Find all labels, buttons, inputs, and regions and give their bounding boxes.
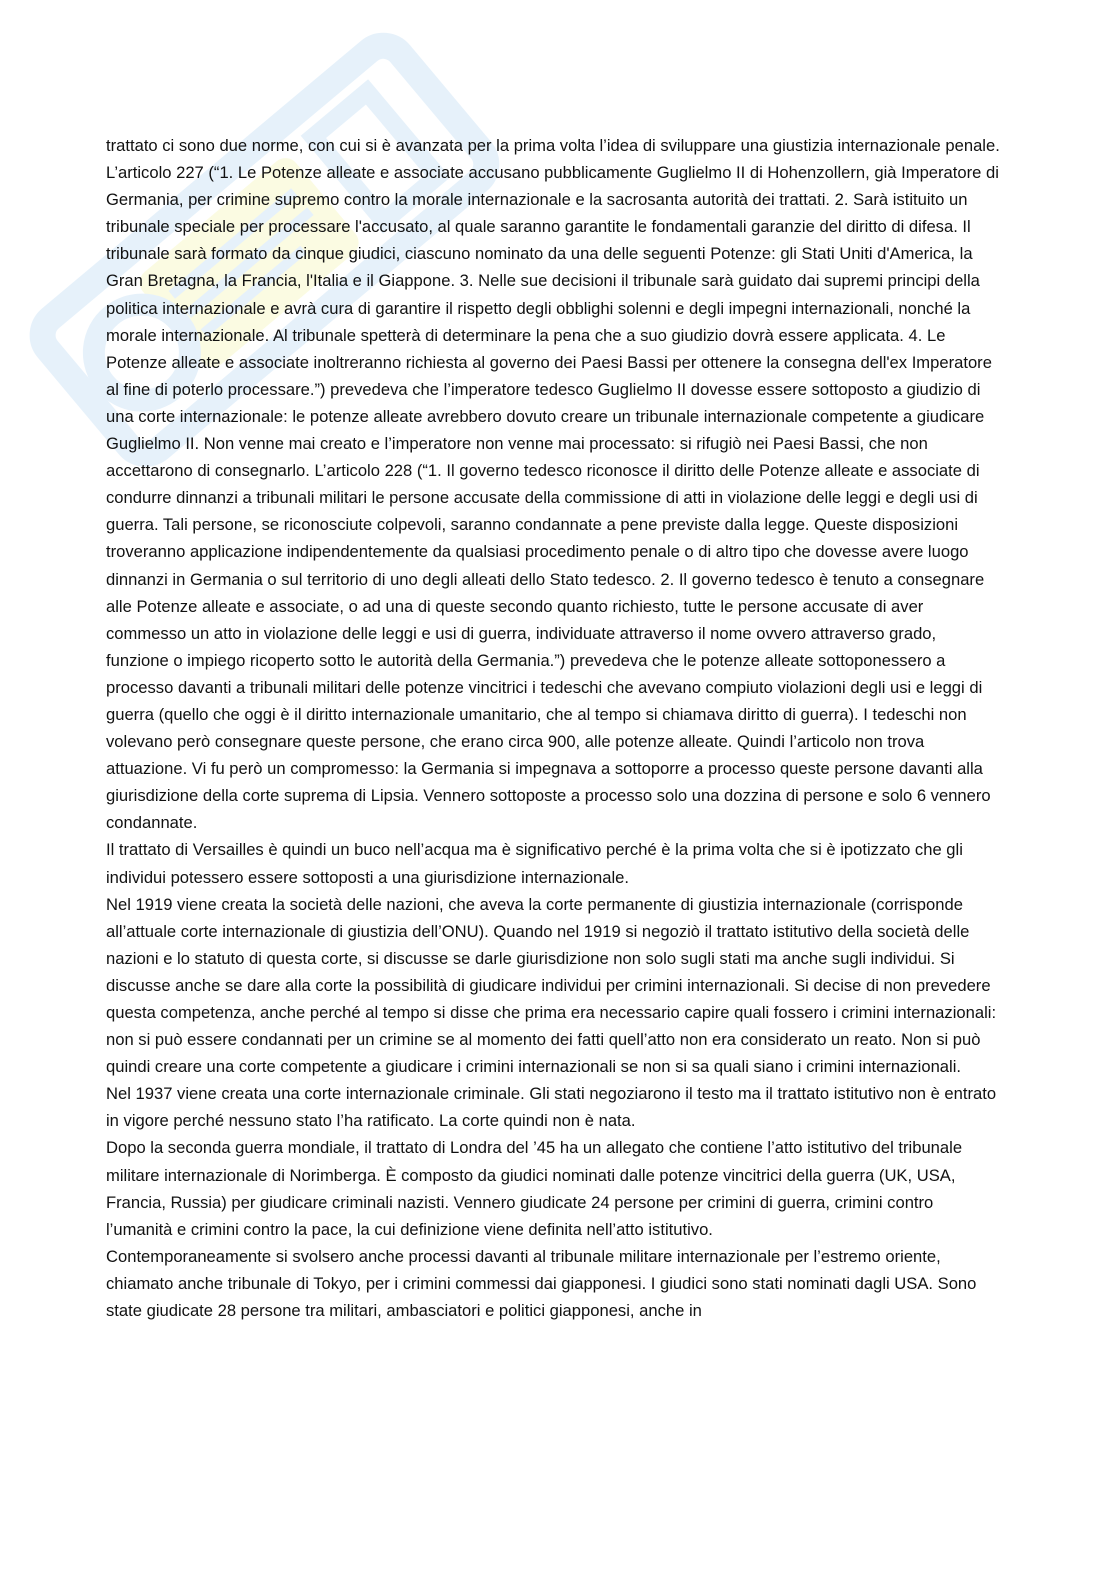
paragraph: Il trattato di Versailles è quindi un buco nell’acqua ma è significativo perché è la prima volta che si è ipotizzato che gli individui potessero essere sottoposti a una giurisdizione internazionale. [106,840,963,887]
paragraph: Nel 1937 viene creata una corte internazionale criminale. Gli stati negoziarono il testo ma il trattato istitutivo non è entrato in vigore perché nessuno stato l’ha ratificato. La corte quindi non è nata. [106,1084,997,1131]
paragraph: Dopo la seconda guerra mondiale, il trattato di Londra del ’45 ha un allegato che contiene l’atto istitutivo del tribunale militare internazionale di Norimberga. È composto da giudici nominati dalle potenze vincitrici della guerra (UK, USA, Francia, Russia) per giudicare criminali nazisti. Vennero giudicate 24 persone per crimini di guerra, crimini contro l’umanità e crimini contro la pace, la cui definizione viene definita nell’atto istitutivo. [106,1138,963,1239]
paragraph: Nel 1919 viene creata la società delle nazioni, che aveva la corte permanente di giustizia internazionale (corrisponde all’attuale corte internazionale di giustizia dell’ONU). Quando nel 1919 si negoziò il trattato istitutivo della società delle nazioni e lo statuto di questa corte, si discusse se darle giurisdizione non solo sugli stati ma anche sugli individui. Si discusse anche se dare alla corte la possibilità di giudicare individui per crimini internazionali. Si decise di non prevedere questa competenza, anche perché al tempo si disse che prima era necessario capire quali fossero i crimini internazionali: non si può essere condannati per un crimine se al momento dei fatti quell’atto non era considerato un reato. Non si può quindi creare una corte competente a giudicare i crimini internazionali se non si sa quali siano i crimini internazionali. [106,894,997,1077]
paragraph: trattato ci sono due norme, con cui si è avanzata per la prima volta l’idea di sviluppare una giustizia internazionale penale. L’articolo 227 (“1. Le Potenze alleate e associate accusano pubblicamente Guglielmo II di Hohenzollern, già Imperatore di Germania, per crimine supremo contro la morale internazionale e la sacrosanta autorità dei trattati. 2. Sarà istituito un tribunale speciale per processare l'accusato, al quale saranno garantite le fondamentali garanzie del diritto di difesa. Il tribunale sarà formato da cinque giudici, ciascuno nominato da una delle seguenti Potenze: gli Stati Uniti d'America, la Gran Bretagna, la Francia, l'Italia e il Giappone. 3. Nelle sue decisioni il tribunale sarà guidato dai supremi principi della politica internazionale e avrà cura di garantire il rispetto degli obblighi solenni e degli impegni internazionali, nonché la morale internazionale. Al tribunale spetterà di determinare la pena che a suo giudizio dovrà essere applicata. 4. Le Potenze alleate e associate inoltreranno richiesta al governo dei Paesi Bassi per ottenere la consegna dell'ex Imperatore al fine di poterlo processare.”) prevedeva che l’imperatore tedesco Guglielmo II dovesse essere sottoposto a giudizio di una corte internazionale: le potenze alleate avrebbero dovuto creare un tribunale internazionale competente a giudicare Guglielmo II. Non venne mai creato e l’imperatore non venne mai processato: si rifugiò nei Paesi Bassi, che non accettarono di consegnarlo. L’articolo 228 (“1. Il governo tedesco riconosce il diritto delle Potenze alleate e associate di condurre dinnanzi a tribunali militari le persone accusate della commissione di atti in violazione delle leggi e degli usi di guerra. Tali persone, se riconosciute colpevoli, saranno condannate a pene previste dalla legge. Queste disposizioni troveranno applicazione indipendentemente da qualsiasi procedimento penale o di altro tipo che dovesse avere luogo dinnanzi in Germania o sul territorio di uno degli alleati dello Stato tedesco. 2. Il governo tedesco è tenuto a consegnare alle Potenze alleate e associate, o ad una di queste secondo quanto richiesto, tutte le persone accusate di aver commesso un atto in violazione delle leggi e usi di guerra, individuate attraverso il nome ovvero attraverso grado, funzione o impiego ricoperto sotto le autorità della Germania.”) prevedeva che le potenze alleate sottoponessero a processo davanti a tribunali militari delle potenze vincitrici i tedeschi che avevano compiuto violazioni degli usi e leggi di guerra (quello che oggi è il diritto internazionale umanitario, che al tempo si chiamava diritto di guerra). I tedeschi non volevano però consegnare queste persone, che erano circa 900, alle potenze alleate. Quindi l’articolo non trova attuazione. Vi fu però un compromesso: la Germania si impegnava a sottoporre a processo queste persone davanti alla giurisdizione della corte suprema di Lipsia. Vennero sottoposte a processo solo una dozzina di persone e solo 6 vennero condannate. [106,136,1000,833]
document-body [106,132,1001,1324]
paragraph: Contemporaneamente si svolsero anche processi davanti al tribunale militare internazionale per l’estremo oriente, chiamato anche tribunale di Tokyo, per i crimini commessi dai giapponesi. I giudici sono stati nominati dagli USA. Sono state giudicate 28 persone tra militari, ambasciatori e politici giapponesi, anche in [106,1246,977,1321]
